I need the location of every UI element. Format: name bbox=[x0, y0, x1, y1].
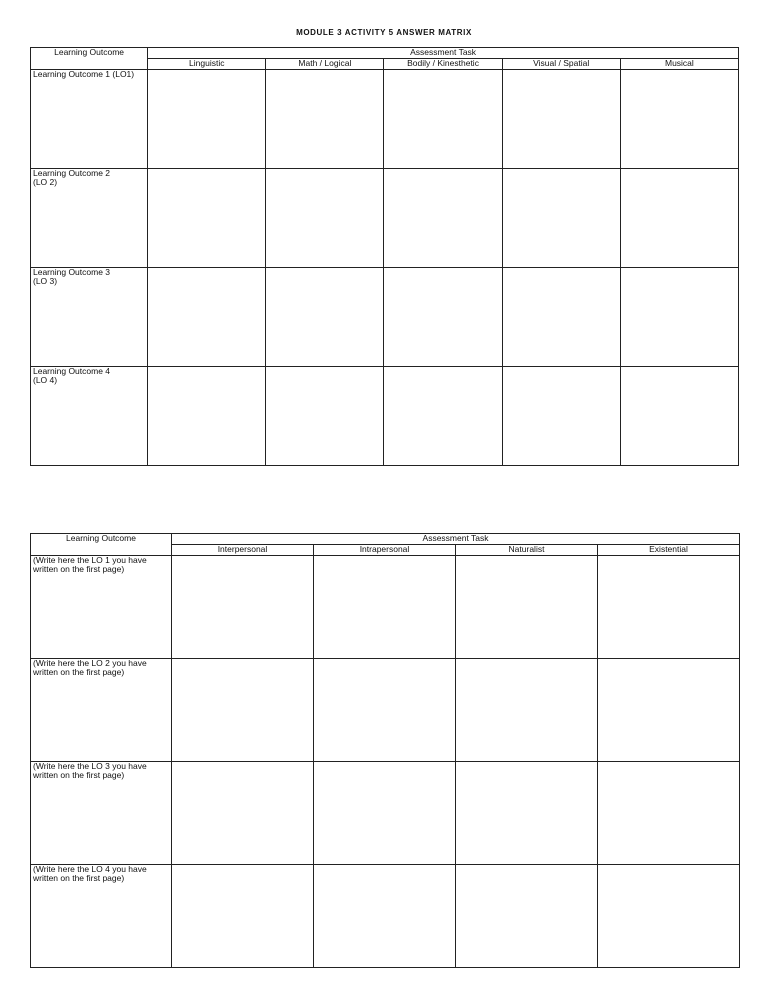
table-row bbox=[31, 865, 740, 968]
table-row bbox=[31, 169, 739, 268]
learning-outcome-header: Learning Outcome bbox=[31, 534, 172, 556]
answer-cell[interactable] bbox=[266, 70, 384, 169]
learning-outcome-header: Learning Outcome bbox=[31, 48, 148, 70]
answer-cell[interactable] bbox=[620, 70, 738, 169]
table-row bbox=[31, 659, 740, 762]
column-header-math-logical: Math / Logical bbox=[266, 59, 384, 70]
answer-cell[interactable] bbox=[620, 268, 738, 367]
learning-outcome-cell: (Write here the LO 1 you have written on the first page) bbox=[31, 556, 172, 659]
answer-cell[interactable] bbox=[148, 268, 266, 367]
answer-cell[interactable] bbox=[502, 268, 620, 367]
learning-outcome-cell: Learning Outcome 2 (LO 2) bbox=[31, 169, 148, 268]
answer-cell[interactable] bbox=[502, 169, 620, 268]
column-header-existential: Existential bbox=[598, 545, 740, 556]
column-header-bodily-kinesthetic: Bodily / Kinesthetic bbox=[384, 59, 502, 70]
answer-cell[interactable] bbox=[148, 367, 266, 466]
answer-cell[interactable] bbox=[314, 556, 456, 659]
answer-cell[interactable] bbox=[598, 865, 740, 968]
learning-outcome-cell: Learning Outcome 4 (LO 4) bbox=[31, 367, 148, 466]
answer-cell[interactable] bbox=[502, 70, 620, 169]
answer-matrix-table-1 bbox=[30, 47, 739, 466]
answer-cell[interactable] bbox=[456, 865, 598, 968]
answer-matrix-table-2 bbox=[30, 533, 740, 968]
answer-cell[interactable] bbox=[598, 659, 740, 762]
answer-cell[interactable] bbox=[456, 762, 598, 865]
answer-cell[interactable] bbox=[148, 70, 266, 169]
learning-outcome-cell: (Write here the LO 3 you have written on the first page) bbox=[31, 762, 172, 865]
column-header-interpersonal: Interpersonal bbox=[172, 545, 314, 556]
answer-cell[interactable] bbox=[384, 367, 502, 466]
answer-cell[interactable] bbox=[384, 169, 502, 268]
assessment-task-header: Assessment Task bbox=[172, 534, 740, 545]
answer-cell[interactable] bbox=[598, 556, 740, 659]
table-row bbox=[31, 70, 739, 169]
answer-cell[interactable] bbox=[266, 169, 384, 268]
table-row bbox=[31, 367, 739, 466]
answer-cell[interactable] bbox=[172, 659, 314, 762]
answer-cell[interactable] bbox=[456, 659, 598, 762]
answer-cell[interactable] bbox=[266, 268, 384, 367]
answer-cell[interactable] bbox=[314, 865, 456, 968]
table-row bbox=[31, 268, 739, 367]
column-header-naturalist: Naturalist bbox=[456, 545, 598, 556]
answer-cell[interactable] bbox=[172, 762, 314, 865]
answer-cell[interactable] bbox=[598, 762, 740, 865]
table-row bbox=[31, 556, 740, 659]
answer-cell[interactable] bbox=[620, 367, 738, 466]
learning-outcome-cell: Learning Outcome 1 (LO1) bbox=[31, 70, 148, 169]
answer-cell[interactable] bbox=[620, 169, 738, 268]
column-header-intrapersonal: Intrapersonal bbox=[314, 545, 456, 556]
answer-cell[interactable] bbox=[172, 556, 314, 659]
learning-outcome-cell: (Write here the LO 4 you have written on the first page) bbox=[31, 865, 172, 968]
answer-cell[interactable] bbox=[456, 556, 598, 659]
column-header-linguistic: Linguistic bbox=[148, 59, 266, 70]
answer-cell[interactable] bbox=[502, 367, 620, 466]
learning-outcome-cell: Learning Outcome 3 (LO 3) bbox=[31, 268, 148, 367]
assessment-task-header: Assessment Task bbox=[148, 48, 739, 59]
answer-cell[interactable] bbox=[314, 762, 456, 865]
answer-cell[interactable] bbox=[314, 659, 456, 762]
learning-outcome-cell: (Write here the LO 2 you have written on the first page) bbox=[31, 659, 172, 762]
column-header-visual-spatial: Visual / Spatial bbox=[502, 59, 620, 70]
table-row bbox=[31, 762, 740, 865]
answer-cell[interactable] bbox=[384, 70, 502, 169]
answer-cell[interactable] bbox=[266, 367, 384, 466]
answer-cell[interactable] bbox=[148, 169, 266, 268]
column-header-musical: Musical bbox=[620, 59, 738, 70]
answer-cell[interactable] bbox=[384, 268, 502, 367]
answer-cell[interactable] bbox=[172, 865, 314, 968]
page-title: MODULE 3 ACTIVITY 5 ANSWER MATRIX bbox=[296, 28, 472, 37]
